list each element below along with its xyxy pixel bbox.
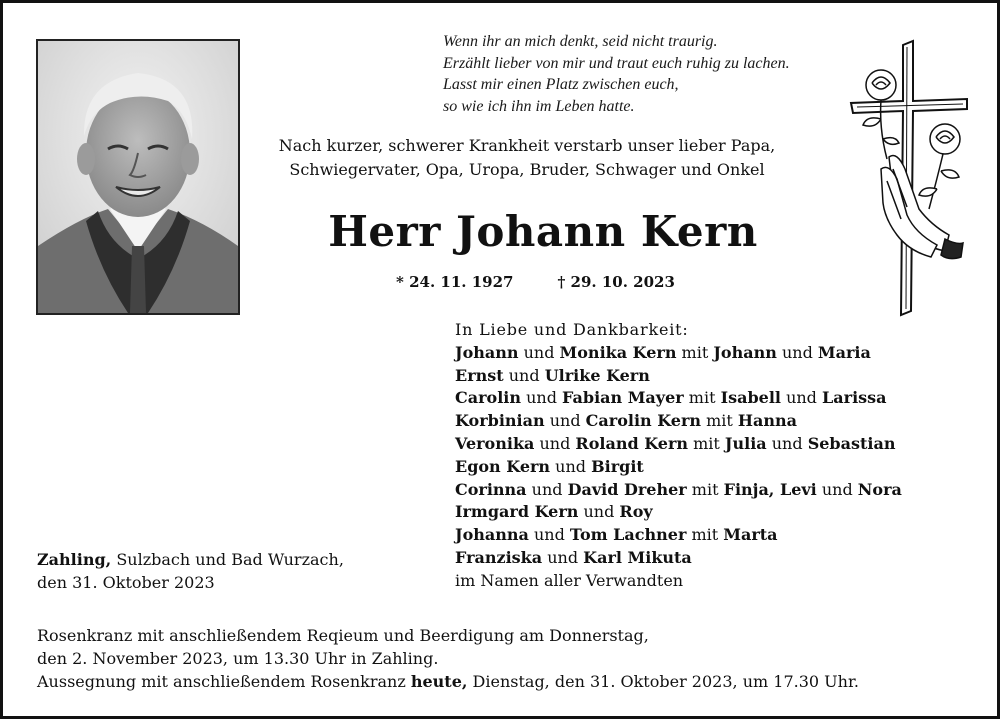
portrait-photo	[36, 39, 240, 315]
mourner-connector: mit	[688, 433, 725, 453]
mourner-line	[455, 479, 902, 502]
mourner-connector: mit	[686, 479, 724, 499]
mourner-name: Egon Kern	[455, 456, 551, 476]
mourner-name: Birgit	[591, 456, 644, 476]
poem-line: Erzählt lieber von mir und traut euch ruhig zu lachen.	[443, 54, 790, 72]
deceased-name: Herr Johann Kern	[328, 207, 758, 256]
service-text: Aussegnung mit anschließendem Rosenkranz	[37, 672, 411, 691]
birth-date: * 24. 11. 1927	[396, 273, 514, 291]
announcement-line: Nach kurzer, schwerer Krankheit verstarb unser lieber Papa,	[278, 136, 776, 155]
mourner-connector: und	[776, 342, 818, 362]
mourner-connector: und	[518, 342, 560, 362]
mourner-connector: und	[521, 388, 563, 408]
mourner-connector: und	[503, 365, 545, 385]
mourner-name: Ulrike Kern	[544, 365, 650, 385]
mourner-lines	[455, 342, 902, 570]
mourner-name: Irmgard Kern	[455, 502, 579, 522]
mourner-name: Ernst	[455, 365, 504, 385]
place-town: Zahling,	[37, 550, 112, 569]
mourner-name: Roland Kern	[575, 433, 689, 453]
mourner-name: Johanna	[455, 525, 529, 545]
death-date: † 29. 10. 2023	[557, 273, 675, 291]
mourner-name: David Dreher	[567, 479, 687, 499]
mourner-name: Korbinian	[455, 411, 545, 431]
service-details	[37, 624, 859, 693]
mourners-list	[455, 319, 902, 593]
mourner-name: Nora	[857, 479, 902, 499]
mourner-connector: mit	[686, 525, 724, 545]
mourner-name: Monika Kern	[559, 342, 677, 362]
mourner-name: Isabell	[720, 388, 781, 408]
mourner-name: Marta	[723, 525, 778, 545]
mourner-name: Fabian Mayer	[562, 388, 684, 408]
mourner-name: Tom Lachner	[569, 525, 687, 545]
mourner-connector: und	[766, 433, 808, 453]
mourners-closing: im Namen aller Verwandten	[455, 570, 684, 590]
mourner-name: Roy	[619, 502, 653, 522]
mourner-name: Carolin Kern	[585, 411, 702, 431]
mourner-line	[455, 501, 902, 524]
mourner-name: Carolin	[455, 388, 521, 408]
mourner-name: Johann	[455, 342, 519, 362]
announcement-line: Schwiegervater, Opa, Uropa, Bruder, Schwager und Onkel	[289, 160, 765, 179]
mourner-connector: mit	[683, 388, 721, 408]
poem	[443, 31, 790, 117]
mourner-line	[455, 456, 902, 479]
mourner-name: Finja, Levi	[723, 479, 817, 499]
mourner-connector: und	[550, 456, 592, 476]
cross-with-roses-and-praying-hands-icon	[845, 39, 975, 319]
mourner-name: Johann	[713, 342, 777, 362]
service-line: Rosenkranz mit anschließendem Reqieum und Beerdigung am Donnerstag,	[37, 626, 649, 645]
mourner-name: Julia	[724, 433, 767, 453]
death-announcement	[235, 134, 819, 182]
mourner-line	[455, 433, 902, 456]
mourner-connector: und	[816, 479, 858, 499]
notice-date: den 31. Oktober 2023	[37, 573, 215, 592]
poem-line: Wenn ihr an mich denkt, seid nicht traurig.	[443, 33, 718, 50]
mourners-greeting: In Liebe und Dankbarkeit:	[455, 320, 689, 339]
mourner-name: Karl Mikuta	[583, 547, 692, 567]
mourner-line	[455, 524, 902, 547]
mourner-line	[455, 365, 902, 388]
mourner-connector: mit	[676, 342, 714, 362]
mourner-line	[455, 387, 902, 410]
mourner-line	[455, 342, 902, 365]
mourner-connector: und	[542, 547, 584, 567]
mourner-connector: und	[534, 433, 576, 453]
mourner-line	[455, 547, 902, 570]
mourner-name: Sebastian	[807, 433, 896, 453]
mourner-name: Larissa	[822, 388, 887, 408]
mourner-line	[455, 410, 902, 433]
service-line: den 2. November 2023, um 13.30 Uhr in Zahling.	[37, 649, 439, 668]
mourner-name: Corinna	[455, 479, 527, 499]
mourner-connector: und	[528, 525, 570, 545]
service-line	[37, 670, 859, 693]
poem-line: Lasst mir einen Platz zwischen euch,	[443, 76, 679, 93]
service-text: Dienstag, den 31. Oktober 2023, um 17.30 Uhr.	[467, 672, 859, 691]
mourner-name: Franziska	[455, 547, 543, 567]
place-rest: Sulzbach und Bad Wurzach,	[111, 550, 344, 569]
place-and-date	[37, 548, 344, 594]
mourner-name: Veronika	[455, 433, 535, 453]
mourner-connector: und	[578, 502, 620, 522]
mourner-name: Hanna	[737, 411, 798, 431]
place-line	[37, 548, 344, 571]
life-dates	[396, 271, 675, 293]
mourner-name: Maria	[817, 342, 871, 362]
poem-line: so wie ich ihn im Leben hatte.	[443, 97, 635, 115]
service-today: heute,	[410, 672, 468, 691]
mourner-connector: und	[526, 479, 568, 499]
mourner-connector: mit	[701, 411, 738, 431]
mourner-connector: und	[780, 388, 823, 408]
mourner-connector: und	[544, 411, 586, 431]
portrait-icon	[38, 41, 238, 313]
